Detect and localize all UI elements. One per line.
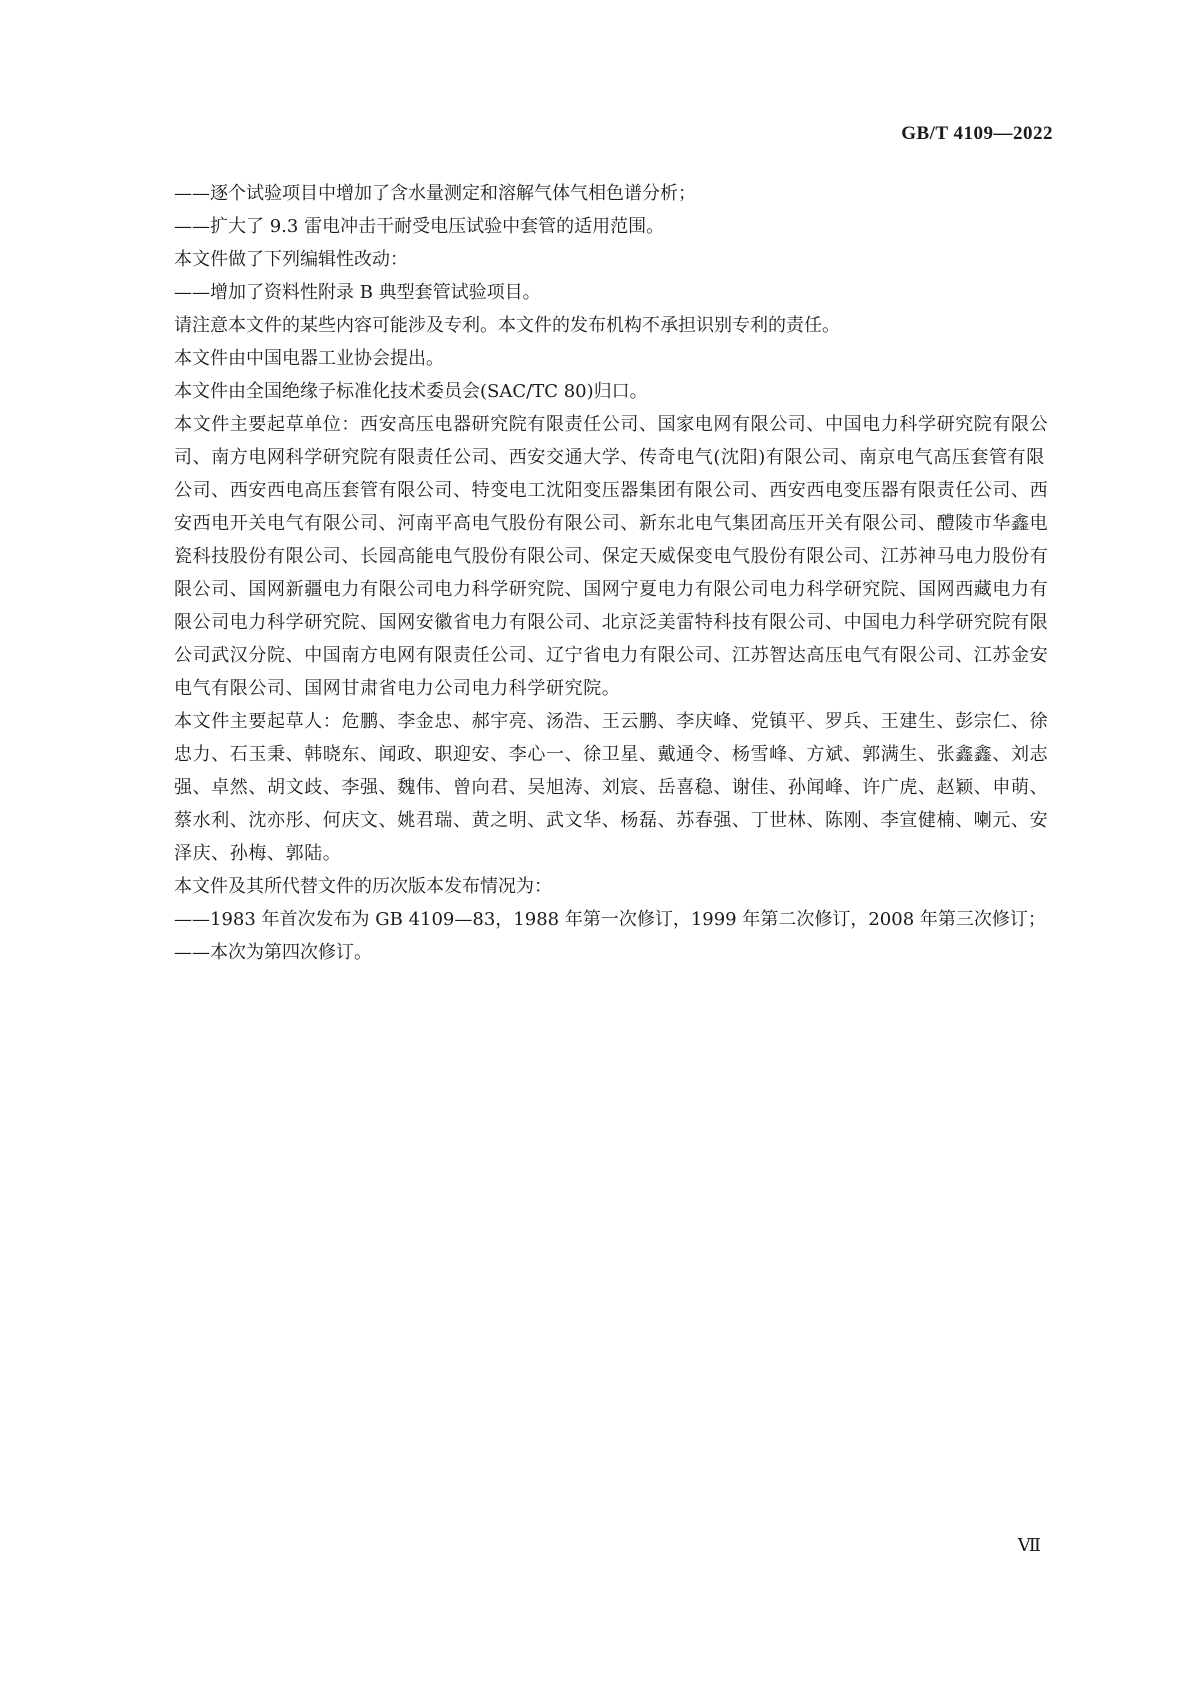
history-intro: 本文件及其所代替文件的历次版本发布情况为： (174, 876, 552, 897)
page-number: Ⅶ (1017, 1535, 1041, 1555)
history-item (174, 936, 1056, 969)
history-item-text: 本次为第四次修订。 (210, 942, 372, 963)
proposed-by: 本文件由中国电器工业协会提出。 (174, 348, 444, 369)
centralized-by: 本文件由全国绝缘子标准化技术委员会(SAC/TC 80)归口。 (174, 381, 648, 402)
drafters: 本文件主要起草人：危鹏、李金忠、郝宇亮、汤浩、王云鹏、李庆峰、党镇平、罗兵、王建生、彭宗仁、徐忠力、石玉秉、韩晓东、闻政、职迎安、李心一、徐卫星、戴通令、杨雪峰、方斌、郭满生、张鑫鑫、刘志强、卓然、胡文歧、李强、魏伟、曾向君、吴旭涛、刘宸、岳喜稳、谢佳、孙闻峰、许广虎、赵颖、申萌、蔡水利、沈亦彤、何庆文、姚君瑞、黄之明、武文华、杨磊、苏春强、丁世林、陈刚、李宣健楠、喇元、安泽庆、孙梅、郭陆。 (174, 711, 1049, 864)
list-dash: —— (174, 909, 210, 930)
editorial-item: ——增加了资料性附录 B 典型套管试验项目。 (174, 282, 541, 303)
drafting-units: 本文件主要起草单位：西安高压电器研究院有限责任公司、国家电网有限公司、中国电力科学研究院有限公司、南方电网科学研究院有限责任公司、西安交通大学、传奇电气(沈阳)有限公司、南京电气高压套管有限公司、西安西电高压套管有限公司、特变电工沈阳变压器集团有限公司、西安西电变压器有限责任公司、西安西电开关电气有限公司、河南平高电气股份有限公司、新东北电气集团高压开关有限公司、醴陵市华鑫电瓷科技股份有限公司、长园高能电气股份有限公司、保定天威保变电气股份有限公司、江苏神马电力股份有限公司、国网新疆电力有限公司电力科学研究院、国网宁夏电力有限公司电力科学研究院、国网西藏电力有限公司电力科学研究院、国网安徽省电力有限公司、北京泛美雷特科技有限公司、中国电力科学研究院有限公司武汉分院、中国南方电网有限责任公司、辽宁省电力有限公司、江苏智达高压电气有限公司、江苏金安电气有限公司、国网甘肃省电力公司电力科学研究院。 (174, 414, 1049, 699)
history-item-text: 1983 年首次发布为 GB 4109—83，1988 年第一次修订，1999 年第二次修订，2008 年第三次修订； (210, 909, 1046, 930)
patent-note: 请注意本文件的某些内容可能涉及专利。本文件的发布机构不承担识别专利的责任。 (174, 315, 840, 336)
history-item (174, 903, 1056, 936)
foreword-body (174, 177, 1056, 969)
change-item: ——扩大了 9.3 雷电冲击干耐受电压试验中套管的适用范围。 (174, 216, 665, 237)
document-number-header: GB/T 4109—2022 (901, 123, 1053, 144)
list-dash: —— (174, 942, 210, 963)
change-item: ——逐个试验项目中增加了含水量测定和溶解气体气相色谱分析； (174, 183, 696, 204)
editorial-intro: 本文件做了下列编辑性改动： (174, 249, 408, 270)
